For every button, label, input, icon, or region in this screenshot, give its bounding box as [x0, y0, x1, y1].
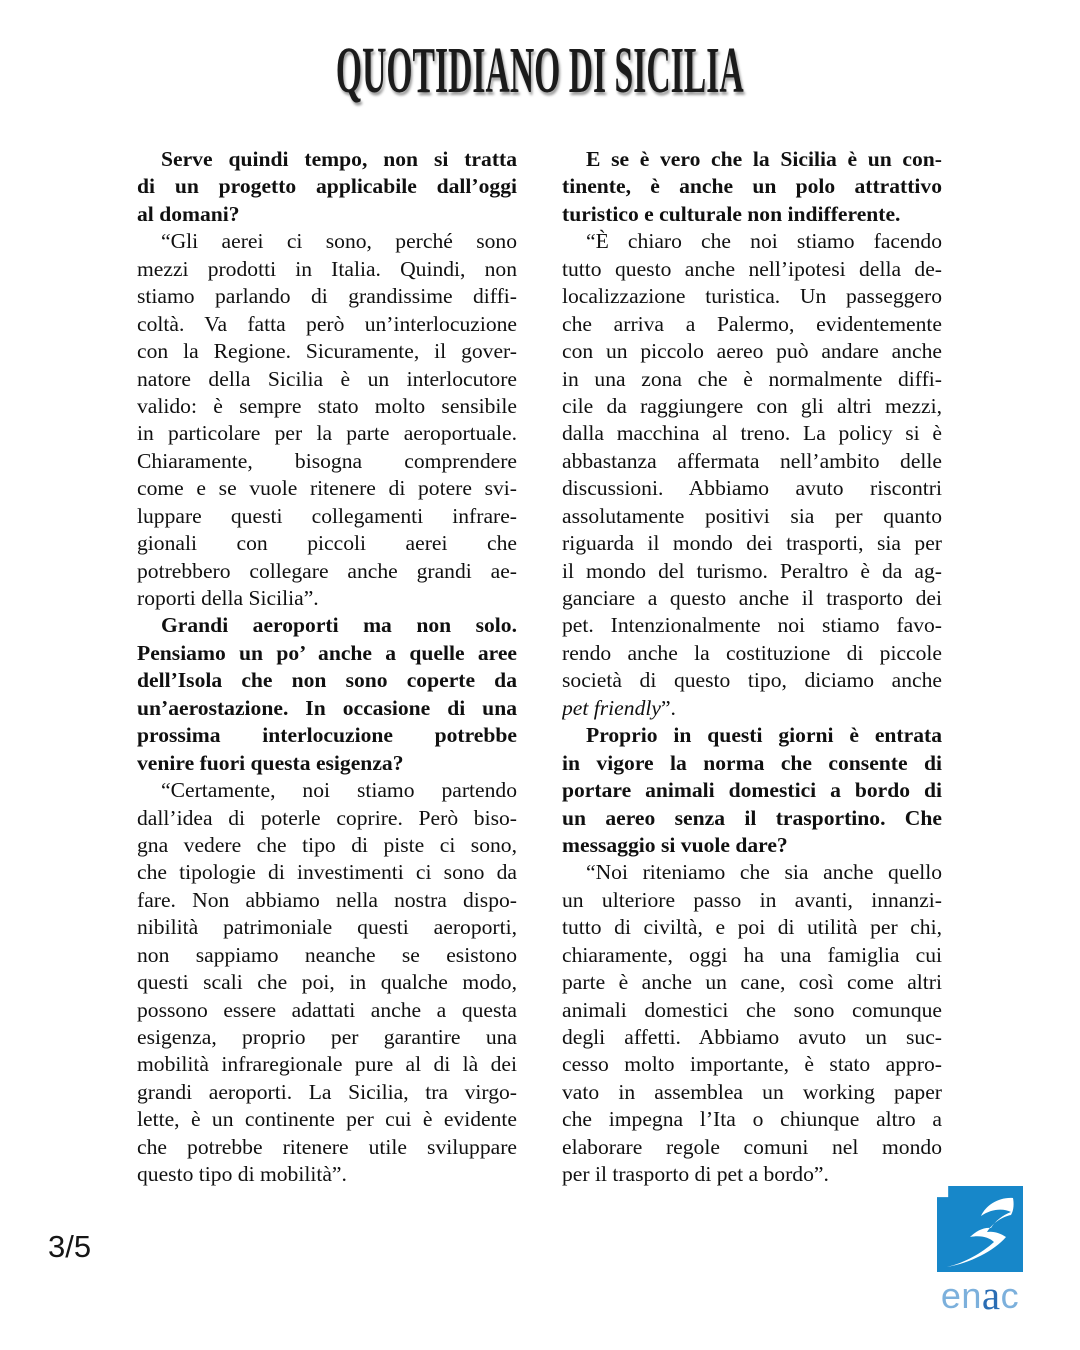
text-line: un aereo senza il trasportino. Che [562, 805, 942, 830]
text-line: dalla macchina al treno. La policy si è [562, 421, 942, 446]
text-line: Grandi aeroporti ma non solo. [161, 613, 517, 638]
text-line: cesso molto importante, è stato appro- [562, 1052, 942, 1077]
text-line: il mondo del turismo. Peraltro è da ag- [562, 558, 942, 583]
text-line: ganciare a questo anche il trasporto dei [562, 586, 942, 610]
text-line: localizzazione turistica. Un passeggero [562, 284, 942, 309]
text-line: in vigore la norma che consente di [562, 750, 942, 775]
text-line: per il trasporto di pet a bordo”. [562, 1162, 829, 1187]
text-line: Pensiamo un po’ anche a quelle aree [137, 640, 517, 665]
answer-paragraph [137, 777, 517, 1189]
text-line: venire fuori questa esigenza? [137, 750, 404, 775]
masthead [0, 36, 1080, 105]
answer-paragraph [137, 228, 517, 612]
text-line: stiamo parlando di grandissime diffi- [137, 284, 517, 309]
text-line: possono essere adattati anche a questa [137, 997, 517, 1022]
text-line: questi scali che poi, in qualche modo, [137, 970, 517, 995]
text-line: un ulteriore passo in avanti, innanzi- [562, 887, 942, 912]
text-line: esigenza, proprio per garantire una [137, 1025, 517, 1049]
text-line: gionali con piccoli aerei che [137, 531, 517, 556]
text-line: Serve quindi tempo, non si tratta [161, 147, 517, 171]
text-line: vato in assemblea un working paper [562, 1079, 942, 1104]
text-line: messaggio si vuole dare? [562, 832, 788, 857]
text-line: lette, è un continente per cui è evidente [137, 1107, 517, 1132]
text-line: mobilità infraregionale pure al di là dei [137, 1052, 517, 1077]
text-line: grandi aeroporti. La Sicilia, tra virgo- [137, 1079, 517, 1104]
text-line: che arriva a Palermo, evidentemente [562, 311, 942, 336]
text-line: assolutamente positivi sia per quanto [562, 503, 942, 528]
text-line: natore della Sicilia è un interlocutore [137, 366, 517, 391]
text-line: abbastanza affermata nell’ambito delle [562, 448, 942, 473]
answer-paragraph [562, 228, 942, 722]
logo-letters-en: en [940, 1275, 982, 1316]
text-line: turistico e culturale non indifferente. [562, 201, 901, 226]
question-paragraph [137, 612, 517, 777]
newspaper-title: QUOTIDIANO DI SICILIA [336, 34, 744, 107]
text-line: riguarda il mondo dei trasporti, sia per [562, 531, 942, 556]
text-line: Chiaramente, bisogna comprendere [137, 448, 517, 473]
logo-letter-c: c [1000, 1275, 1020, 1316]
text-line: di un progetto applicabile dall’oggi [137, 174, 517, 199]
text-line: “Noi riteniamo che sia anche quello [586, 860, 942, 885]
text-line: questo tipo di mobilità”. [137, 1162, 347, 1187]
article-column-left [137, 146, 517, 1189]
enac-logo-text [928, 1272, 1032, 1318]
text-line: rendo anche la costituzione di piccole [562, 640, 942, 665]
text-line: tutto questo anche nell’ipotesi della de- [562, 256, 942, 281]
answer-paragraph [562, 859, 942, 1188]
text-line: “Certamente, noi stiamo partendo [161, 778, 517, 803]
text-line: parte è anche un cane, così come altri [562, 970, 942, 995]
text-line: coltà. Va fatta però un’interlocuzione [137, 311, 517, 336]
text-line: prossima interlocuzione potrebbe [137, 723, 517, 748]
page-indicator: 3/5 [48, 1229, 92, 1264]
text-line: in particolare per la parte aeroportuale. [137, 421, 517, 446]
text-line: cile da raggiungere con gli altri mezzi, [562, 393, 942, 418]
text-line: con la Regione. Sicuramente, il gover- [137, 339, 517, 364]
text-line: animali domestici che sono comunque [562, 997, 942, 1022]
text-line: mezzi prodotti in Italia. Quindi, non [137, 256, 517, 281]
text-line: E se è vero che la Sicilia è un con- [586, 147, 942, 171]
text-line: fare. Non abbiamo nella nostra dispo- [137, 887, 517, 912]
text-line: nibilità patrimoniale questi aeroporti, [137, 915, 517, 940]
text-line: portare animali domestici a bordo di [562, 778, 942, 803]
text-line: gna vedere che tipo di piste ci sono, [137, 832, 517, 857]
text-line: pet friendly”. [562, 695, 676, 720]
text-line: con un piccolo aereo può andare anche [562, 339, 942, 364]
text-line: valido: è sempre stato molto sensibile [137, 393, 517, 418]
text-line: in una zona che è normalmente diffi- [562, 366, 942, 391]
logo-letter-a: a [981, 1272, 1001, 1318]
text-line: tinente, è anche un polo attrattivo [562, 174, 942, 199]
text-line: al domani? [137, 201, 240, 226]
text-line: dall’idea di poterle coprire. Però biso- [137, 805, 517, 830]
text-line: chiaramente, oggi ha una famiglia cui [562, 942, 942, 967]
text-line: società di questo tipo, diciamo anche [562, 668, 942, 693]
logo-swoosh-icon [937, 1186, 1023, 1272]
text-line: roporti della Sicilia”. [137, 586, 319, 610]
text-line: pet. Intenzionalmente noi stiamo favo- [562, 613, 942, 638]
question-paragraph [137, 146, 517, 228]
text-line: elaborare regole comuni nel mondo [562, 1134, 942, 1159]
text-line: “Gli aerei ci sono, perché sono [161, 229, 517, 254]
text-line: che impegna l’Ita o chiunque altro a [562, 1107, 942, 1132]
text-line: come e se vuole ritenere di potere svi- [137, 476, 517, 501]
text-line: luppare questi collegamenti infrare- [137, 503, 517, 528]
question-paragraph [562, 722, 942, 859]
article-column-right [562, 146, 942, 1189]
text-line: che potrebbe ritenere utile sviluppare [137, 1134, 517, 1159]
text-line: potrebbero collegare anche grandi ae- [137, 558, 517, 583]
text-line: discussioni. Abbiamo avuto riscontri [562, 476, 942, 501]
text-line: “È chiaro che noi stiamo facendo [586, 229, 942, 254]
text-line: che tipologie di investimenti ci sono da [137, 860, 517, 885]
question-paragraph [562, 146, 942, 228]
text-line: degli affetti. Abbiamo avuto un suc- [562, 1025, 942, 1049]
text-line: dell’Isola che non sono coperte da [137, 668, 517, 693]
text-line: tutto di civiltà, e poi di utilità per chi, [562, 915, 942, 940]
text-line: non sappiamo neanche se esistono [137, 942, 517, 967]
text-line: un’aerostazione. In occasione di una [137, 695, 517, 720]
text-line: Proprio in questi giorni è entrata [586, 723, 942, 748]
enac-logo-square [937, 1186, 1023, 1272]
